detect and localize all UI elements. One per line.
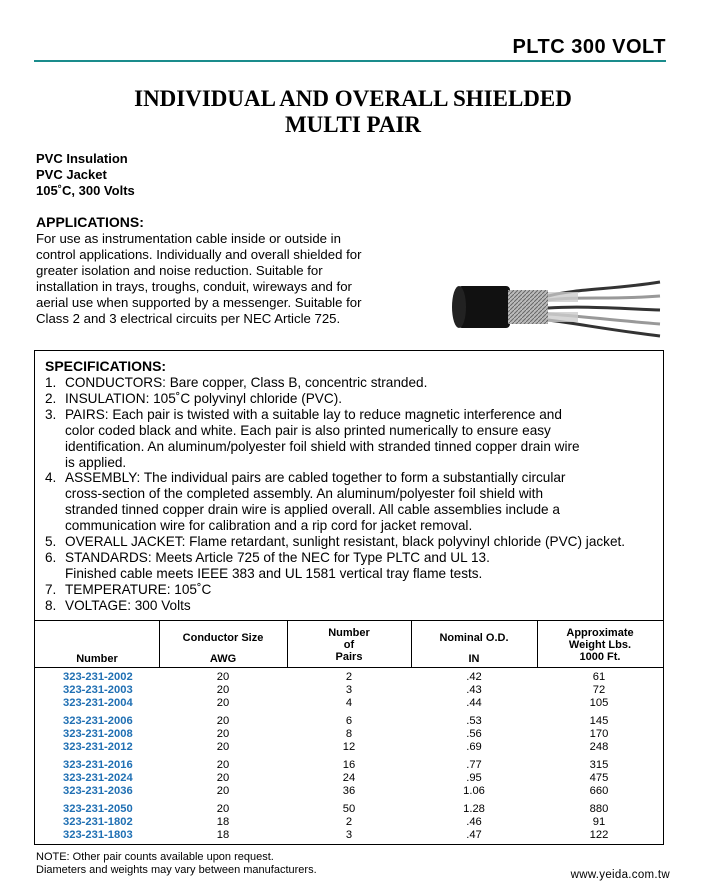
- table-header: [35, 621, 663, 668]
- table-row: 323-231-2050 20 50 1.28 880: [63, 803, 609, 815]
- specifications-list: [45, 375, 660, 614]
- summary-specs: [36, 151, 135, 199]
- footer-website: www.yeida.com.tw: [570, 869, 670, 881]
- header-conductor-size: Conductor Size: [182, 632, 264, 644]
- footnotes: [36, 851, 317, 877]
- page-title-line-1: INDIVIDUAL AND OVERALL SHIELDED: [134, 86, 572, 111]
- table-row: 323-231-2003 20 3 .43 72: [63, 684, 606, 696]
- header-divider: [34, 60, 666, 62]
- spec-item: 4. ASSEMBLY: The individual pairs are cabled together to form a substantially circular cross-section of the completed assembly. An aluminum/polyester foil shield with stranded tinned copper drain wire is applied overall. All cable assemblies include a communication wire for calibration and a rip cord for jacket removal.: [45, 470, 566, 534]
- note-variation: Diameters and weights may vary between manufacturers.: [36, 864, 317, 876]
- page-title-line-2: MULTI PAIR: [284, 112, 422, 137]
- spec-item: 1. CONDUCTORS: Bare copper, Class B, concentric stranded.: [45, 375, 428, 390]
- spec-item: 6. STANDARDS: Meets Article 725 of the NEC for Type PLTC and UL 13. Finished cable meets IEEE 383 and UL 1581 vertical tray flame tests.: [45, 549, 490, 581]
- header-weight: Approximate Weight Lbs. 1000 Ft.: [566, 627, 634, 663]
- spec-item: 3. PAIRS: Each pair is twisted with a suitable lay to reduce magnetic interference and color coded black and white. Each pair is also printed numerically to ensure easy identification. An aluminum/polyester foil shield with stranded tinned copper drain wire is applied.: [45, 406, 580, 470]
- header-od-unit: IN: [468, 653, 480, 665]
- table-row: 323-231-2016 20 16 .77 315: [63, 759, 609, 771]
- table-row: 323-231-2002 20 2 .42 61: [63, 671, 606, 683]
- product-line-title: PLTC 300 VOLT: [512, 36, 666, 58]
- table-row: 323-231-2004 20 4 .44 105: [63, 697, 609, 709]
- page-title: [0, 86, 706, 138]
- summary-jacket: PVC Jacket: [36, 167, 107, 182]
- note-pair-counts: NOTE: Other pair counts available upon request.: [36, 851, 274, 863]
- spec-item: 5. OVERALL JACKET: Flame retardant, sunlight resistant, black polyvinyl chloride (PVC) jacket.: [45, 534, 626, 550]
- spec-item: 8. VOLTAGE: 300 Volts: [45, 597, 191, 613]
- header-awg: AWG: [209, 653, 237, 665]
- product-table: [34, 620, 664, 845]
- spec-item: 7. TEMPERATURE: 105˚C: [45, 581, 212, 597]
- table-row: 323-231-1803 18 3 .47 122: [63, 829, 609, 841]
- header-pairs: Number of Pairs: [328, 627, 370, 663]
- applications-heading: APPLICATIONS:: [36, 214, 144, 230]
- header-nominal-od: Nominal O.D.: [439, 632, 509, 644]
- table-row: 323-231-2006 20 6 .53 145: [63, 715, 609, 727]
- specifications-box: [34, 350, 664, 620]
- table-row: 323-231-2024 20 24 .95 475: [63, 772, 609, 784]
- spec-item: 2. INSULATION: 105˚C polyvinyl chloride (PVC).: [45, 390, 342, 406]
- summary-insulation: PVC Insulation: [36, 151, 128, 166]
- header-number: Number: [76, 653, 118, 665]
- table-row: 323-231-2008 20 8 .56 170: [63, 728, 609, 740]
- table-row: 323-231-2036 20 36 1.06 660: [63, 785, 609, 797]
- summary-rating: 105˚C, 300 Volts: [36, 183, 135, 198]
- cable-illustration: [450, 270, 665, 340]
- table-row: 323-231-2012 20 12 .69 248: [63, 741, 609, 753]
- specifications-heading: SPECIFICATIONS:: [45, 358, 167, 374]
- applications-text: For use as instrumentation cable inside or outside in control applications. Individually and overall shielded for greater isolation and noise reduction. Suitable for installation in trays, troughs, conduit, wireways and for aerial use when supported by a messenger. Suitable for Class 2 and 3 electrical circuits per NEC Article 725.: [36, 231, 362, 326]
- table-row: 323-231-1802 18 2 .46 91: [63, 816, 606, 828]
